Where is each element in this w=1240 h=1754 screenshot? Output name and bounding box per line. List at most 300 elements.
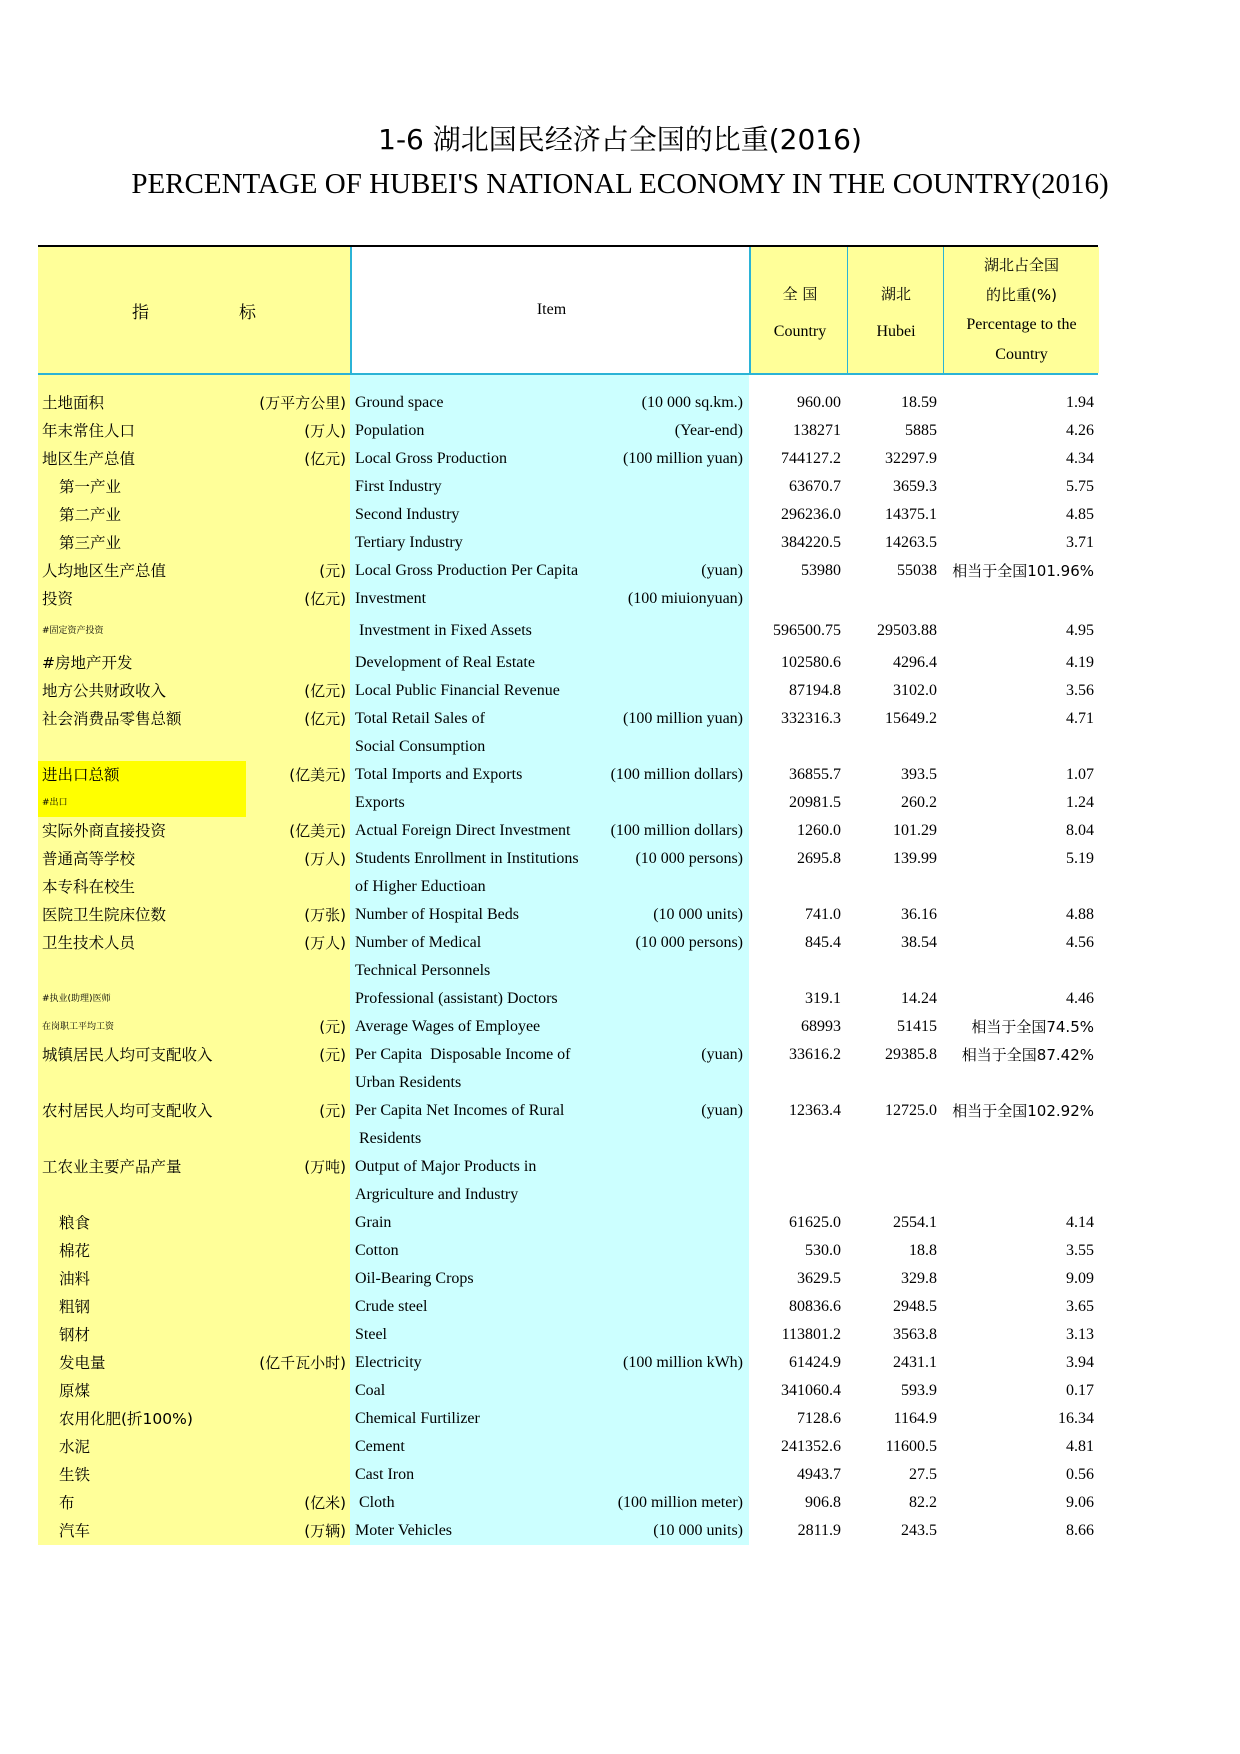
value-hubei: 38.54 — [901, 934, 937, 951]
indicator-cn: #固定资产投资 — [38, 613, 246, 649]
item-en-label: Argriculture and Industry — [355, 1186, 519, 1203]
value-country: 61625.0 — [789, 1214, 841, 1231]
header-item — [350, 247, 751, 373]
item-en-label: Output of Major Products in — [355, 1158, 537, 1175]
value-country: 87194.8 — [789, 682, 841, 699]
item-en — [350, 445, 749, 473]
item-en-label: Social Consumption — [355, 738, 486, 755]
value-percentage: 8.66 — [1066, 1522, 1094, 1539]
unit-cn: (亿千瓦小时) — [246, 1349, 350, 1377]
item-en — [350, 845, 749, 873]
value-percentage: 4.56 — [1066, 934, 1094, 951]
item-en — [350, 529, 749, 557]
item-en-label: Local Gross Production — [355, 450, 507, 467]
table-row — [38, 1209, 1098, 1237]
item-en-label: Residents — [355, 1130, 422, 1147]
indicator-cn: 原煤 — [38, 1377, 246, 1405]
value-percentage: 3.65 — [1066, 1298, 1094, 1315]
value-country — [749, 733, 847, 761]
item-en-unit: (100 million dollars) — [610, 766, 743, 783]
table-row — [38, 417, 1098, 445]
indicator-cn — [38, 1069, 246, 1097]
value-percentage — [943, 1069, 1098, 1097]
header-country-en: Country — [773, 323, 827, 340]
item-en — [350, 1041, 749, 1069]
item-en — [350, 1293, 749, 1321]
table-row — [38, 1321, 1098, 1349]
item-en — [350, 1013, 749, 1041]
item-en-label: Per Capita Disposable Income of — [355, 1046, 571, 1063]
value-percentage: 3.71 — [1066, 534, 1094, 551]
header-pct-cn2: 的比重(%) — [986, 286, 1057, 304]
unit-cn: (元) — [246, 1097, 350, 1125]
value-country: 1260.0 — [797, 822, 841, 839]
item-en — [350, 901, 749, 929]
indicator-cn — [38, 957, 246, 985]
item-en-label: Population — [355, 422, 425, 439]
item-en — [350, 873, 749, 901]
unit-cn: (万吨) — [246, 1153, 350, 1181]
value-country — [749, 1181, 847, 1209]
header-indicator — [38, 247, 350, 373]
value-hubei: 2554.1 — [893, 1214, 937, 1231]
value-percentage: 4.85 — [1066, 506, 1094, 523]
table-row — [38, 761, 1098, 789]
item-en-unit: (10 000 persons) — [635, 850, 743, 867]
indicator-cn: 工农业主要产品产量 — [38, 1153, 246, 1181]
table-row — [38, 1461, 1098, 1489]
item-en — [350, 957, 749, 985]
unit-cn: (万张) — [246, 901, 350, 929]
indicator-cn: 第一产业 — [38, 473, 246, 501]
indicator-cn — [38, 733, 246, 761]
unit-cn: (亿元) — [246, 585, 350, 613]
value-country: 296236.0 — [781, 506, 841, 523]
table-row — [38, 1293, 1098, 1321]
item-en-unit: (100 miuionyuan) — [627, 590, 743, 607]
table-row — [38, 1517, 1098, 1545]
value-percentage: 相当于全国74.5% — [971, 1018, 1094, 1036]
unit-cn: (亿元) — [246, 705, 350, 733]
value-percentage: 4.95 — [1066, 622, 1094, 639]
indicator-cn — [38, 1125, 246, 1153]
value-percentage: 1.07 — [1066, 766, 1094, 783]
table-row — [38, 1489, 1098, 1517]
header-item-label: Item — [536, 301, 567, 318]
value-hubei: 243.5 — [901, 1522, 937, 1539]
unit-cn — [246, 957, 350, 985]
value-hubei: 260.2 — [901, 794, 937, 811]
value-hubei: 18.59 — [901, 394, 937, 411]
indicator-cn: 人均地区生产总值 — [38, 557, 246, 585]
item-en-label: Actual Foreign Direct Investment — [355, 822, 571, 839]
value-country: 845.4 — [805, 934, 841, 951]
item-en-label: Local Gross Production Per Capita — [355, 562, 579, 579]
table-row — [38, 1237, 1098, 1265]
item-en-label: Investment in Fixed Assets — [355, 622, 532, 639]
unit-cn: (万人) — [246, 929, 350, 957]
unit-cn — [246, 1321, 350, 1349]
header-country — [749, 247, 849, 373]
unit-cn: (万辆) — [246, 1517, 350, 1545]
table-row — [38, 1069, 1098, 1097]
value-hubei: 11600.5 — [885, 1438, 937, 1455]
indicator-cn: 地区生产总值 — [38, 445, 246, 473]
value-country: 596500.75 — [773, 622, 841, 639]
unit-cn — [246, 649, 350, 677]
value-hubei: 3659.3 — [893, 478, 937, 495]
value-country: 113801.2 — [781, 1326, 841, 1343]
value-country: 33616.2 — [789, 1046, 841, 1063]
indicator-cn: 汽车 — [38, 1517, 246, 1545]
item-en-label: Average Wages of Employee — [355, 1018, 541, 1035]
item-en — [350, 1097, 749, 1125]
value-hubei: 593.9 — [901, 1382, 937, 1399]
table-row — [38, 677, 1098, 705]
table-row — [38, 1097, 1098, 1125]
item-en-unit: (100 million kWh) — [623, 1354, 743, 1371]
value-country: 241352.6 — [781, 1438, 841, 1455]
indicator-cn: 棉花 — [38, 1237, 246, 1265]
item-en-unit: (100 million meter) — [617, 1494, 743, 1511]
value-country — [749, 957, 847, 985]
value-percentage: 4.88 — [1066, 906, 1094, 923]
unit-cn — [246, 529, 350, 557]
value-percentage: 3.56 — [1066, 682, 1094, 699]
header-hubei — [847, 247, 944, 373]
value-hubei: 15649.2 — [885, 710, 937, 727]
item-en-label: Total Retail Sales of — [355, 710, 485, 727]
table-row — [38, 1377, 1098, 1405]
value-country: 319.1 — [805, 990, 841, 1007]
indicator-cn: 第三产业 — [38, 529, 246, 557]
value-hubei: 393.5 — [901, 766, 937, 783]
table-row — [38, 1265, 1098, 1293]
indicator-cn: #出口 — [38, 789, 246, 817]
unit-cn: (万平方公里) — [246, 389, 350, 417]
table-row — [38, 389, 1098, 417]
item-en — [350, 1125, 749, 1153]
indicator-cn: 土地面积 — [38, 389, 246, 417]
item-en-unit: (100 million dollars) — [610, 822, 743, 839]
item-en — [350, 677, 749, 705]
item-en — [350, 1461, 749, 1489]
table-row — [38, 473, 1098, 501]
value-hubei: 27.5 — [909, 1466, 937, 1483]
value-percentage: 9.06 — [1066, 1494, 1094, 1511]
item-en — [350, 1181, 749, 1209]
value-hubei: 51415 — [897, 1018, 937, 1035]
indicator-cn: 年末常住人口 — [38, 417, 246, 445]
indicator-cn: 钢材 — [38, 1321, 246, 1349]
value-country: 20981.5 — [789, 794, 841, 811]
unit-cn: (亿元) — [246, 445, 350, 473]
item-en-label: Cast Iron — [355, 1466, 415, 1483]
item-en-label: Number of Hospital Beds — [355, 906, 519, 923]
value-hubei: 82.2 — [909, 1494, 937, 1511]
item-en-label: Total Imports and Exports — [355, 766, 523, 783]
item-en — [350, 613, 749, 649]
value-hubei: 2948.5 — [893, 1298, 937, 1315]
value-percentage: 3.55 — [1066, 1242, 1094, 1259]
unit-cn: (亿米) — [246, 1489, 350, 1517]
item-en-label: Electricity — [355, 1354, 422, 1371]
unit-cn — [246, 1237, 350, 1265]
value-percentage: 4.26 — [1066, 422, 1094, 439]
item-en-label: of Higher Eductioan — [355, 878, 486, 895]
value-hubei: 12725.0 — [885, 1102, 937, 1119]
value-percentage: 5.75 — [1066, 478, 1094, 495]
item-en-label: Crude steel — [355, 1298, 428, 1315]
value-country — [749, 1153, 847, 1181]
value-percentage: 4.81 — [1066, 1438, 1094, 1455]
value-percentage: 16.34 — [1058, 1410, 1094, 1427]
indicator-cn: 投资 — [38, 585, 246, 613]
table-row — [38, 649, 1098, 677]
unit-cn: (亿美元) — [246, 817, 350, 845]
value-country — [749, 585, 847, 613]
table-row — [38, 445, 1098, 473]
value-hubei: 4296.4 — [893, 654, 937, 671]
indicator-cn: 第二产业 — [38, 501, 246, 529]
item-en — [350, 817, 749, 845]
item-en-label: Tertiary Industry — [355, 534, 463, 551]
unit-cn: (万人) — [246, 417, 350, 445]
item-en-label: Cloth — [355, 1494, 395, 1511]
table-row — [38, 613, 1098, 649]
value-country: 530.0 — [805, 1242, 841, 1259]
table-row — [38, 585, 1098, 613]
value-country: 341060.4 — [781, 1382, 841, 1399]
value-percentage: 相当于全国87.42% — [961, 1046, 1094, 1064]
item-en — [350, 585, 749, 613]
item-en — [350, 761, 749, 789]
value-percentage: 3.94 — [1066, 1354, 1094, 1371]
table-row — [38, 901, 1098, 929]
value-percentage — [943, 1125, 1098, 1153]
value-hubei — [847, 1153, 943, 1181]
table-row — [38, 789, 1098, 817]
item-en-label: Technical Personnels — [355, 962, 491, 979]
value-country: 12363.4 — [789, 1102, 841, 1119]
indicator-cn: 生铁 — [38, 1461, 246, 1489]
table-row — [38, 817, 1098, 845]
item-en-label: Steel — [355, 1326, 387, 1343]
item-en-label: Grain — [355, 1214, 392, 1231]
item-en — [350, 501, 749, 529]
value-country: 102580.6 — [781, 654, 841, 671]
item-en-unit: (100 million yuan) — [623, 710, 743, 727]
table-row — [38, 1181, 1098, 1209]
value-percentage — [943, 733, 1098, 761]
value-hubei: 36.16 — [901, 906, 937, 923]
indicator-cn: 医院卫生院床位数 — [38, 901, 246, 929]
value-hubei: 18.8 — [909, 1242, 937, 1259]
item-en-label: Coal — [355, 1382, 386, 1399]
value-percentage: 8.04 — [1066, 822, 1094, 839]
value-percentage — [943, 1181, 1098, 1209]
unit-cn — [246, 985, 350, 1013]
value-hubei — [847, 957, 943, 985]
item-en-label: Chemical Furtilizer — [355, 1410, 480, 1427]
value-country: 906.8 — [805, 1494, 841, 1511]
item-en-label: Second Industry — [355, 506, 460, 523]
value-country: 63670.7 — [789, 478, 841, 495]
value-hubei — [847, 585, 943, 613]
table-row — [38, 501, 1098, 529]
value-percentage: 1.94 — [1066, 394, 1094, 411]
unit-cn: (元) — [246, 1041, 350, 1069]
value-country — [749, 1069, 847, 1097]
table-row — [38, 733, 1098, 761]
indicator-cn: 普通高等学校 — [38, 845, 246, 873]
item-en-label: Local Public Financial Revenue — [355, 682, 560, 699]
value-hubei — [847, 1125, 943, 1153]
header-hubei-cn: 湖北 — [880, 285, 911, 303]
value-percentage: 1.24 — [1066, 794, 1094, 811]
value-hubei — [847, 1181, 943, 1209]
value-percentage: 4.46 — [1066, 990, 1094, 1007]
item-en — [350, 1349, 749, 1377]
item-en — [350, 557, 749, 585]
unit-cn: (元) — [246, 1013, 350, 1041]
header-country-cn: 全 国 — [782, 285, 818, 303]
value-country: 960.00 — [797, 394, 841, 411]
value-percentage — [943, 1153, 1098, 1181]
value-hubei: 3563.8 — [893, 1326, 937, 1343]
item-en — [350, 417, 749, 445]
unit-cn: (亿元) — [246, 677, 350, 705]
item-en-unit: (10 000 units) — [653, 1522, 743, 1539]
item-en-label: Development of Real Estate — [355, 654, 535, 671]
unit-cn — [246, 1125, 350, 1153]
unit-cn — [246, 873, 350, 901]
item-en-label: Ground space — [355, 394, 444, 411]
item-en — [350, 1209, 749, 1237]
value-country: 2811.9 — [797, 1522, 841, 1539]
header-percentage — [943, 247, 1099, 373]
value-country: 53980 — [801, 562, 841, 579]
indicator-cn: 实际外商直接投资 — [38, 817, 246, 845]
value-hubei — [847, 733, 943, 761]
unit-cn — [246, 1265, 350, 1293]
value-percentage: 4.14 — [1066, 1214, 1094, 1231]
table-row — [38, 1433, 1098, 1461]
value-hubei: 1164.9 — [893, 1410, 937, 1427]
table-row — [38, 845, 1098, 873]
value-hubei: 55038 — [897, 562, 937, 579]
value-percentage: 5.19 — [1066, 850, 1094, 867]
item-en — [350, 1153, 749, 1181]
value-hubei: 329.8 — [901, 1270, 937, 1287]
indicator-cn: 地方公共财政收入 — [38, 677, 246, 705]
indicator-cn: 粮食 — [38, 1209, 246, 1237]
value-country — [749, 1125, 847, 1153]
page-title-en: PERCENTAGE OF HUBEI'S NATIONAL ECONOMY IN THE COUNTRY(2016) — [131, 168, 1109, 200]
value-hubei — [847, 1069, 943, 1097]
value-percentage: 3.13 — [1066, 1326, 1094, 1343]
table-row — [38, 929, 1098, 957]
value-percentage: 4.19 — [1066, 654, 1094, 671]
table-row — [38, 1125, 1098, 1153]
item-en — [350, 705, 749, 733]
value-country: 744127.2 — [781, 450, 841, 467]
value-hubei: 14263.5 — [885, 534, 937, 551]
value-country: 2695.8 — [797, 850, 841, 867]
item-en — [350, 1405, 749, 1433]
item-en — [350, 985, 749, 1013]
value-hubei: 29385.8 — [885, 1046, 937, 1063]
value-hubei — [847, 873, 943, 901]
item-en — [350, 473, 749, 501]
item-en-label: Oil-Bearing Crops — [355, 1270, 474, 1287]
indicator-cn: 水泥 — [38, 1433, 246, 1461]
indicator-cn: 城镇居民人均可支配收入 — [38, 1041, 246, 1069]
item-en — [350, 649, 749, 677]
header-pct-en1: Percentage to the — [966, 316, 1077, 333]
indicator-cn: 卫生技术人员 — [38, 929, 246, 957]
value-country: 138271 — [793, 422, 841, 439]
header-pct-en2: Country — [995, 346, 1048, 363]
table-row — [38, 1013, 1098, 1041]
table-row — [38, 705, 1098, 733]
item-en-label: Number of Medical — [355, 934, 482, 951]
unit-cn — [246, 473, 350, 501]
value-country: 36855.7 — [789, 766, 841, 783]
item-en — [350, 1433, 749, 1461]
table-row — [38, 957, 1098, 985]
value-percentage: 相当于全国102.92% — [952, 1102, 1094, 1120]
value-country — [749, 873, 847, 901]
value-percentage — [943, 873, 1098, 901]
indicator-cn: 油料 — [38, 1265, 246, 1293]
indicator-cn: 农村居民人均可支配收入 — [38, 1097, 246, 1125]
indicator-cn: #房地产开发 — [38, 649, 246, 677]
value-country: 68993 — [801, 1018, 841, 1035]
value-hubei: 14.24 — [901, 990, 937, 1007]
item-en — [350, 389, 749, 417]
item-en-label: Cement — [355, 1438, 405, 1455]
header-indicator-b: 标 — [239, 302, 256, 322]
indicator-cn: 进出口总额 — [38, 761, 246, 789]
unit-cn — [246, 733, 350, 761]
table-body — [38, 389, 1098, 1545]
table-header — [38, 245, 1098, 375]
item-en-unit: (10 000 sq.km.) — [641, 394, 743, 411]
value-hubei: 32297.9 — [885, 450, 937, 467]
table-row — [38, 1153, 1098, 1181]
value-percentage: 0.17 — [1066, 1382, 1094, 1399]
item-en-label: Investment — [355, 590, 427, 607]
item-en-unit: (Year-end) — [674, 422, 743, 439]
indicator-cn: 在岗职工平均工资 — [38, 1013, 246, 1041]
unit-cn — [246, 1377, 350, 1405]
unit-cn — [246, 613, 350, 649]
item-en — [350, 1377, 749, 1405]
table-row — [38, 1405, 1098, 1433]
indicator-cn: 农用化肥(折100%) — [38, 1405, 246, 1433]
value-hubei: 3102.0 — [893, 682, 937, 699]
table-row — [38, 873, 1098, 901]
item-en-label: Cotton — [355, 1242, 399, 1259]
value-country: 384220.5 — [781, 534, 841, 551]
item-en — [350, 1237, 749, 1265]
table-row — [38, 1041, 1098, 1069]
indicator-cn: 粗钢 — [38, 1293, 246, 1321]
value-percentage: 9.09 — [1066, 1270, 1094, 1287]
value-country: 3629.5 — [797, 1270, 841, 1287]
unit-cn — [246, 1461, 350, 1489]
